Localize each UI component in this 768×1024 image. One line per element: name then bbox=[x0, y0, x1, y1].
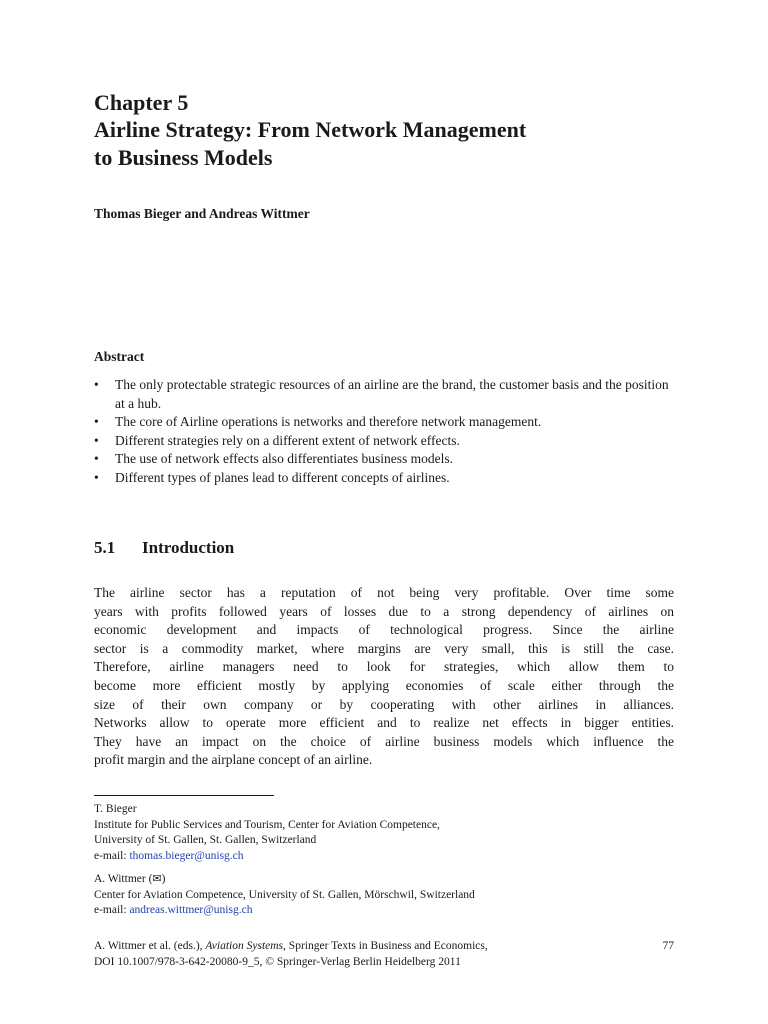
paragraph-line: Networks allow to operate more efficient and to realize net effects in bigger entities. bbox=[94, 715, 674, 731]
page-number: 77 bbox=[662, 940, 674, 952]
paragraph-line: The airline sector has a reputation of not being very profitable. Over time some bbox=[94, 585, 674, 600]
paragraph-line: size of their own company or by cooperating with other airlines in alliances. bbox=[94, 696, 674, 712]
footnote-rule bbox=[94, 795, 274, 796]
footnote-name: A. Wittmer ( bbox=[94, 873, 153, 885]
abstract-item-text: Different strategies rely on a different extent of network effects. bbox=[115, 432, 460, 448]
abstract-item-text: The only protectable strategic resources of an airline are the brand, the customer basis and the position at a hub. bbox=[115, 377, 669, 411]
paragraph-line: years with profits followed years of losses due to a strong dependency of airlines on bbox=[94, 603, 674, 619]
email-label: e-mail: bbox=[94, 849, 130, 862]
authors: Thomas Bieger and Andreas Wittmer bbox=[94, 206, 310, 221]
chapter-title-line-2: to Business Models bbox=[94, 145, 273, 170]
section-title: Introduction bbox=[142, 538, 235, 557]
footer-book-title: Aviation Systems bbox=[205, 940, 284, 952]
footnote-affiliation: Institute for Public Services and Tourism, Center for Aviation Competence, bbox=[94, 818, 440, 831]
footnote-wittmer bbox=[94, 872, 475, 919]
abstract-item bbox=[94, 376, 674, 413]
bullet-icon: • bbox=[94, 469, 99, 485]
chapter-title bbox=[94, 116, 674, 172]
bullet-icon: • bbox=[94, 377, 99, 392]
chapter-title-line-1: Airline Strategy: From Network Management bbox=[94, 117, 527, 142]
footnote-affiliation: University of St. Gallen, St. Gallen, Switzerland bbox=[94, 834, 317, 846]
email-label: e-mail: bbox=[94, 904, 130, 916]
abstract-heading: Abstract bbox=[94, 349, 145, 364]
abstract-item bbox=[94, 413, 674, 432]
paragraph-line: economic development and impacts of technological progress. Since the airline bbox=[94, 622, 674, 638]
abstract-item-text: The core of Airline operations is networks and therefore network management. bbox=[115, 414, 542, 429]
footnote-email-line bbox=[94, 903, 475, 919]
bullet-icon: • bbox=[94, 414, 99, 429]
paragraph-line: become more efficient mostly by applying economies of scale either through the bbox=[94, 677, 674, 693]
paragraph-line: sector is a commodity market, where margins are very small, this is still the case. bbox=[94, 640, 674, 656]
intro-paragraph bbox=[94, 584, 674, 770]
envelope-icon: ✉ bbox=[152, 873, 162, 885]
abstract-list bbox=[94, 376, 674, 487]
paragraph-line: They have an impact on the choice of airline business models which influence the bbox=[94, 733, 674, 749]
footnote-email-line bbox=[94, 849, 440, 865]
abstract-item bbox=[94, 450, 674, 469]
footnote-name-line bbox=[94, 872, 475, 888]
footer-citation-line-2: DOI 10.1007/978-3-642-20080-9_5, © Springer-Verlag Berlin Heidelberg 2011 bbox=[94, 956, 461, 968]
footnote-name: T. Bieger bbox=[94, 803, 137, 815]
bullet-icon: • bbox=[94, 432, 99, 448]
abstract-item-text: Different types of planes lead to different concepts of airlines. bbox=[115, 469, 450, 485]
paragraph-line: Therefore, airline managers need to look for strategies, which allow them to bbox=[94, 659, 674, 675]
footnote-affiliation: Center for Aviation Competence, University of St. Gallen, Mörschwil, Switzerland bbox=[94, 888, 475, 901]
page-footer bbox=[94, 938, 674, 970]
bullet-icon: • bbox=[94, 451, 99, 466]
footer-series: , Springer Texts in Business and Economics, bbox=[283, 940, 488, 952]
footer-editors: A. Wittmer et al. (eds.), bbox=[94, 940, 206, 952]
section-number: 5.1 bbox=[94, 538, 116, 557]
abstract-item-text: The use of network effects also differentiates business models. bbox=[115, 451, 454, 466]
abstract-item bbox=[94, 469, 674, 488]
paragraph-line: profit margin and the airplane concept of an airline. bbox=[94, 752, 373, 768]
footnote-bieger bbox=[94, 802, 440, 864]
footer-citation-line-1 bbox=[94, 938, 674, 954]
chapter-label: Chapter 5 bbox=[94, 90, 189, 115]
section-heading bbox=[94, 538, 234, 558]
email-link-wittmer[interactable]: andreas.wittmer@unisg.ch bbox=[129, 904, 253, 916]
abstract-item bbox=[94, 432, 674, 451]
footnote-name-close: ) bbox=[161, 873, 166, 885]
email-link-bieger[interactable]: thomas.bieger@unisg.ch bbox=[129, 849, 244, 862]
